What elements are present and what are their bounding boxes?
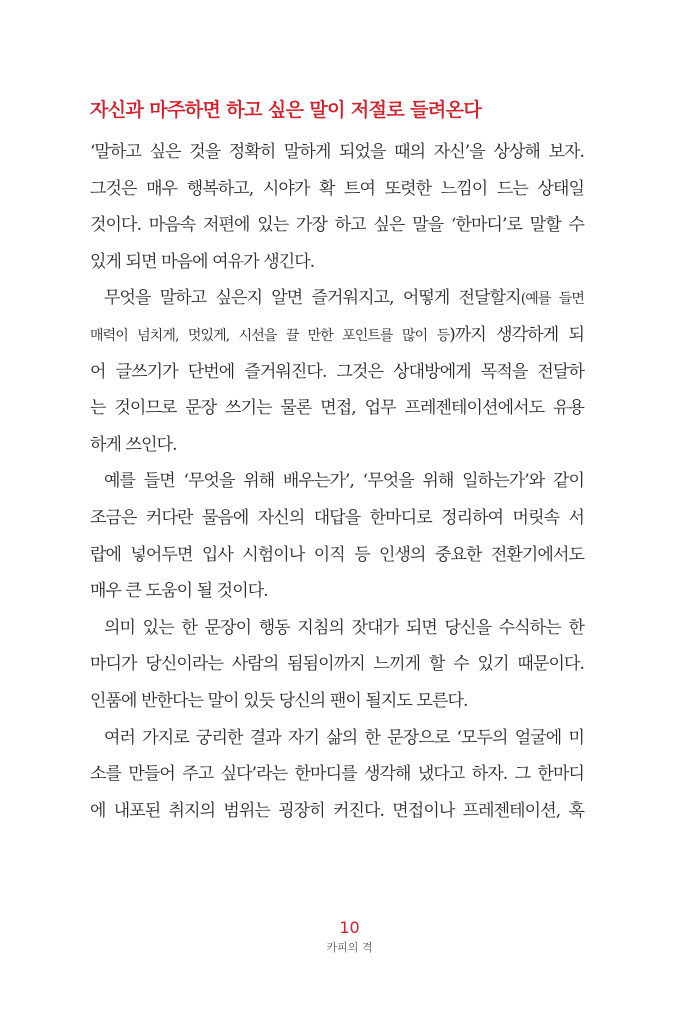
text-line: 것이다. 마음속 저편에 있는 가장 하고 싶은 말을 ‘한마디’로 말할 수: [90, 215, 584, 236]
text-line: ‘말하고 싶은 것을 정확히 말하게 되었을 때의 자신’을 상상해 보자.: [90, 142, 584, 162]
text-line: 그것은 매우 행복하고, 시야가 확 트여 또렷한 느낌이 드는 상태일: [90, 178, 584, 199]
text-line: 매우 큰 도움이 될 것이다.: [90, 581, 268, 602]
page-number: 10: [339, 918, 360, 937]
text-line: 인품에 반한다는 말이 있듯 당신의 팬이 될지도 모른다.: [90, 690, 468, 711]
paragraph-5: [90, 720, 584, 830]
text-line: 랍에 넣어두면 입사 시험이나 이직 등 인생의 중요한 전환기에서도: [90, 544, 584, 565]
text-line: 조금은 커다란 물음에 자신의 대답을 한마디로 정리하여 머릿속 서: [90, 507, 584, 528]
paragraph-4: [90, 610, 584, 720]
running-title: 카피의 격: [326, 941, 373, 954]
page-content: [90, 96, 584, 829]
text-line: 는 것이므로 문장 쓰기는 물론 면접, 업무 프레젠테이션에서도 유용: [90, 398, 584, 419]
text-line: 소를 만들어 주고 싶다’라는 한마디를 생각해 냈다고 하자. 그 한마디: [90, 764, 584, 785]
page-footer: [0, 918, 699, 956]
text-line: 에 내포된 취지의 범위는 굉장히 커진다. 면접이나 프레젠테이션, 혹: [90, 800, 584, 821]
text-line: 있게 되면 마음에 여유가 생긴다.: [90, 251, 315, 272]
paragraph-3: [90, 463, 584, 609]
text-segment: 무엇을 말하고 싶은지 알면 즐거워지고, 어떻게 전달할지: [104, 288, 521, 309]
paragraph-2: [90, 280, 584, 463]
text-line: 의미 있는 한 문장이 행동 지침의 잣대가 되면 당신을 수식하는 한: [104, 617, 584, 638]
text-line: 마디가 당신이라는 사람의 됨됨이까지 느끼게 할 수 있기 때문이다.: [90, 654, 584, 675]
text-line: 하게 쓰인다.: [90, 434, 177, 455]
text-line: 여러 가지로 궁리한 결과 자기 삶의 한 문장으로 ‘모두의 얼굴에 미: [104, 727, 584, 748]
section-heading: 자신과 마주하면 하고 싶은 말이 저절로 들려온다: [90, 99, 482, 121]
text-segment: )까지 생각하게 되: [449, 324, 584, 345]
text-line: 예를 들면 ‘무엇을 위해 배우는가’, ‘무엇을 위해 일하는가’와 같이: [104, 471, 584, 492]
text-line: 어 글쓰기가 단번에 즐거워진다. 그것은 상대방에게 목적을 전달하: [90, 361, 584, 382]
paragraph-1: [90, 134, 584, 280]
parenthetical-text: 매력이 넘치게, 멋있게, 시선을 끌 만한 포인트를 많이 등: [90, 327, 450, 344]
parenthetical-text: (예를 들면: [520, 291, 584, 308]
text-line: [90, 317, 584, 354]
text-line: [90, 280, 584, 317]
